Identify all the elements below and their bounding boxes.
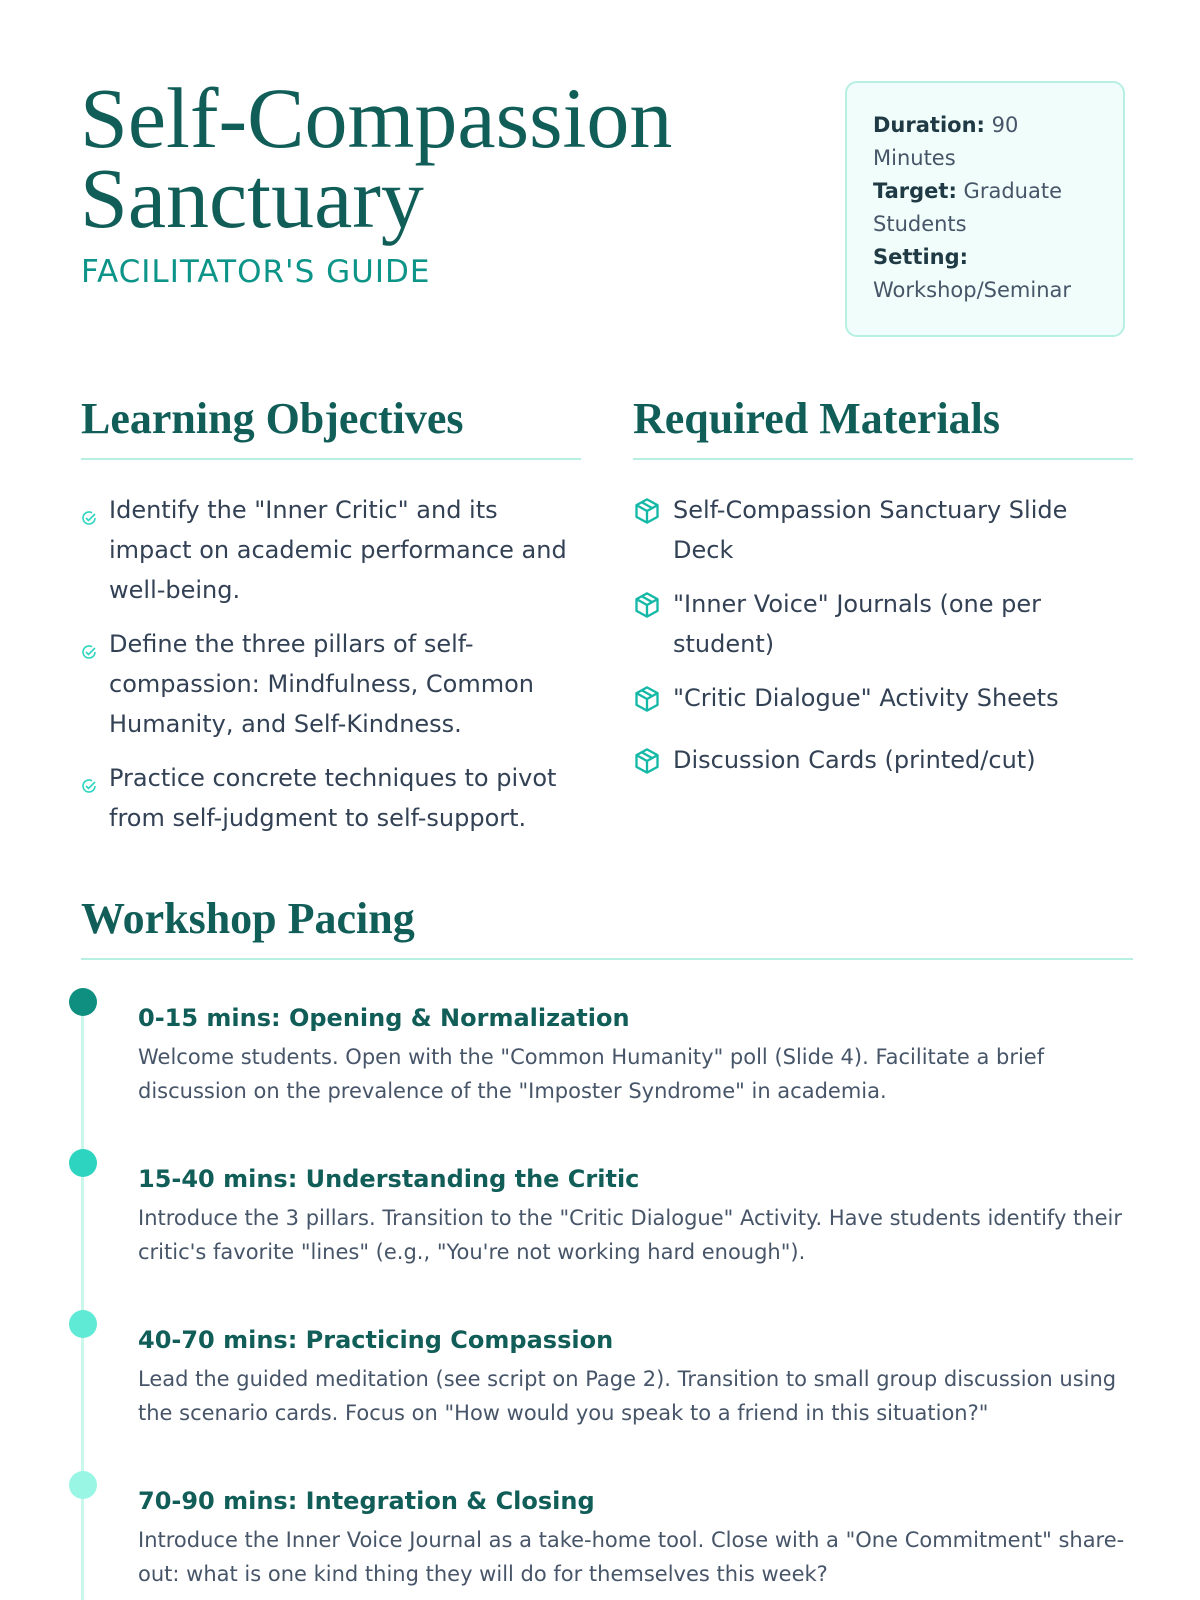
material-item <box>633 584 1123 664</box>
setting-value: Workshop/Seminar <box>873 278 1072 302</box>
page-title <box>80 70 673 246</box>
duration-value: 90 Minutes <box>873 113 1019 170</box>
title-line: Self-Compassion <box>80 70 673 166</box>
objectives-list <box>81 490 571 852</box>
step-title: 70-90 mins: Integration & Closing <box>138 1487 595 1515</box>
material-text: Discussion Cards (printed/cut) <box>673 746 1036 774</box>
package-icon <box>633 684 661 726</box>
materials-heading: Required Materials <box>633 393 1133 460</box>
package-icon <box>633 496 661 538</box>
timeline-dot <box>69 1471 97 1499</box>
pacing-heading: Workshop Pacing <box>81 893 1133 960</box>
timeline-dot <box>69 1149 97 1177</box>
duration-label: Duration: <box>873 113 985 137</box>
target-value: Graduate Students <box>873 179 1062 236</box>
setting <box>873 241 1097 307</box>
objective-item <box>81 758 571 838</box>
title-line: Sanctuary <box>80 150 424 246</box>
timeline-line <box>81 1012 84 1600</box>
check-circle-icon <box>81 766 97 806</box>
objective-text: Define the three pillars of self-compassion: Mindfulness, Common Humanity, and Self-Kindness. <box>109 630 534 738</box>
material-text: "Critic Dialogue" Activity Sheets <box>673 684 1059 712</box>
info-card <box>845 81 1125 337</box>
objective-text: Identify the "Inner Critic" and its impact on academic performance and well-being. <box>109 496 567 604</box>
subtitle: FACILITATOR'S GUIDE <box>81 254 431 290</box>
step-title: 40-70 mins: Practicing Compassion <box>138 1326 614 1354</box>
step-description: Introduce the Inner Voice Journal as a take-home tool. Close with a "One Commitment" share-out: what is one kind thing they will do for themselves this week? <box>138 1528 1125 1586</box>
objective-item <box>81 624 571 744</box>
package-icon <box>633 746 661 788</box>
step-title: 0-15 mins: Opening & Normalization <box>138 1004 630 1032</box>
check-circle-icon <box>81 632 97 672</box>
materials-list <box>633 490 1123 802</box>
objective-text: Practice concrete techniques to pivot from self-judgment to self-support. <box>109 764 557 832</box>
material-item <box>633 490 1123 570</box>
material-item <box>633 740 1123 788</box>
step-description: Introduce the 3 pillars. Transition to the "Critic Dialogue" Activity. Have students identify their critic's favorite "lines" (e.g., "You're not working hard enough"). <box>138 1206 1122 1264</box>
package-icon <box>633 590 661 632</box>
duration <box>873 109 1097 175</box>
objective-item <box>81 490 571 610</box>
pacing-step <box>138 1165 1128 1269</box>
check-circle-icon <box>81 498 97 538</box>
timeline-dot <box>69 1310 97 1338</box>
step-description: Welcome students. Open with the "Common Humanity" poll (Slide 4). Facilitate a brief discussion on the prevalence of the "Imposter Syndrome" in academia. <box>138 1045 1045 1103</box>
material-text: Self-Compassion Sanctuary Slide Deck <box>673 496 1068 564</box>
pacing-step <box>138 1326 1128 1430</box>
target-label: Target: <box>873 179 957 203</box>
target <box>873 175 1097 241</box>
step-title: 15-40 mins: Understanding the Critic <box>138 1165 640 1193</box>
material-text: "Inner Voice" Journals (one per student) <box>673 590 1041 658</box>
step-description: Lead the guided meditation (see script on Page 2). Transition to small group discussion using the scenario cards. Focus on "How would you speak to a friend in this situation?" <box>138 1367 1117 1425</box>
objectives-heading: Learning Objectives <box>81 393 581 460</box>
setting-label: Setting: <box>873 245 969 269</box>
pacing-step <box>138 1487 1128 1591</box>
timeline-dot <box>69 988 97 1016</box>
pacing-step <box>138 1004 1128 1108</box>
material-item <box>633 678 1123 726</box>
